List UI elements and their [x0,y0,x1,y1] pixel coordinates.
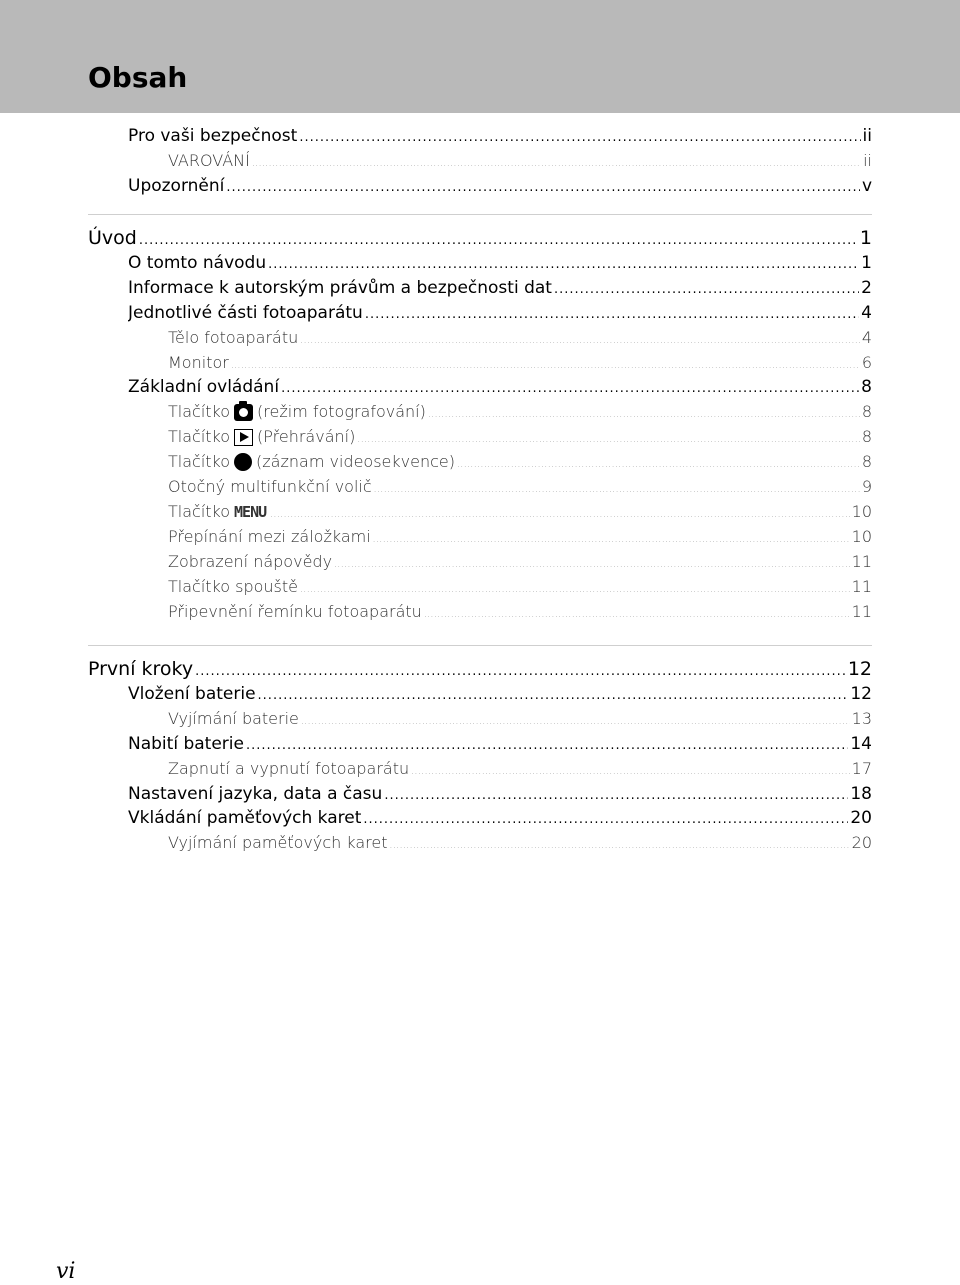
toc-entry-label: Jednotlivé části fotoaparátu [128,302,363,323]
toc-entry[interactable] [128,732,872,758]
toc-entry-page: 10 [851,501,872,521]
toc-entry-page: 14 [850,733,872,754]
toc-entry-label: Vkládání paměťových karet [128,808,362,829]
dot-leader [300,578,850,602]
toc-entry-label: VAROVÁNÍ [168,150,250,170]
dot-leader [281,377,859,401]
toc-entry-page: 17 [851,758,872,778]
toc-entry-page: 10 [851,526,872,546]
dot-leader [139,229,858,253]
dot-leader [428,403,860,427]
toc-entry[interactable] [128,782,872,808]
toc-entry-label-text: (záznam videosekvence) [256,452,455,472]
dot-leader [457,453,860,477]
dot-leader [299,126,860,150]
toc-entry[interactable] [168,475,872,502]
toc-entry-page: 8 [861,452,872,472]
toc-entry[interactable] [168,450,872,477]
dot-leader [246,734,848,758]
toc-entry-label-text: Tlačítko [168,427,231,447]
toc-entry[interactable] [128,276,872,302]
section-divider [88,214,872,215]
toc-entry-label: Úvod [88,227,137,249]
dot-leader [389,834,849,858]
menu-icon: MENU [234,502,267,521]
toc-entry-page: 13 [851,708,872,728]
toc-entry[interactable] [168,707,872,734]
toc-entry-label: Připevnění řemínku fotoaparátu [168,601,422,621]
dot-leader [231,354,860,378]
toc-entry-label: Vyjímání paměťových karet [168,833,388,853]
toc-entry-page: 11 [851,551,872,571]
toc-entry-label [168,450,455,474]
toc-entry-label-text: Tlačítko [168,501,231,521]
toc-entry[interactable] [128,124,872,150]
toc-entry[interactable] [168,149,872,176]
toc-entry-label: Otočný multifunkční volič [168,477,372,496]
toc-entry-page: 2 [861,277,872,298]
toc-entry[interactable] [88,657,872,684]
toc-entry-label: O tomto návodu [128,252,267,273]
toc-entry-label: Upozornění [128,175,225,196]
toc-entry-label-text: (Přehrávání) [257,427,356,447]
toc-entry-label: Vložení baterie [128,683,256,704]
dot-leader [424,603,850,627]
toc-entry-page: 1 [859,227,872,249]
toc-entry-label-text: Tlačítko [168,452,231,472]
toc-entry-label: Zobrazení nápovědy [168,551,333,571]
toc-entry-page: 11 [851,576,872,596]
toc-entry[interactable] [168,525,872,552]
toc-entry[interactable] [168,575,872,602]
toc-entry[interactable] [168,757,872,784]
toc-entry-page: ii [863,150,872,170]
dot-leader [334,553,850,577]
toc-entry-page: 12 [847,658,872,680]
toc-entry-page: 6 [861,352,872,372]
toc-entry-page: ii [862,126,872,146]
toc-entry[interactable] [168,400,872,427]
toc-entry-page: 8 [861,402,872,422]
toc-entry[interactable] [88,226,872,253]
toc-entry-label: Nabití baterie [128,733,244,754]
dot-leader [258,684,849,708]
dot-leader [268,253,859,277]
toc-entry-page: 8 [861,427,872,447]
toc-entry-label: Tlačítko spouště [168,576,298,596]
toc-entry-label-text: (režim fotografování) [257,402,426,422]
toc-entry[interactable] [128,251,872,277]
toc-entry-page: 11 [851,601,872,621]
toc-entry[interactable] [128,301,872,327]
toc-entry-label: První kroky [88,658,194,680]
toc-entry-page: 18 [850,783,872,804]
toc-entry-label: Informace k autorským právům a bezpečnosti dat [128,277,552,298]
record-icon [234,453,252,471]
dot-leader [195,660,846,684]
play-icon [234,429,253,446]
toc-entry[interactable] [128,806,872,832]
toc-entry[interactable] [168,351,872,378]
toc-entry[interactable] [128,682,872,708]
dot-leader [363,808,848,832]
toc-entry-label: Nastavení jazyka, data a času [128,783,383,804]
dot-leader [411,760,850,784]
toc-entry-label: Přepínání mezi záložkami [168,526,371,546]
toc-entry-page: v [861,175,872,196]
toc-entry-label: Zapnutí a vypnutí fotoaparátu [168,758,410,778]
dot-leader [226,176,860,200]
toc-entry-label [168,500,268,524]
toc-entry[interactable] [168,425,872,452]
dot-leader [365,303,859,327]
dot-leader [357,428,859,452]
page-title: Obsah [88,61,188,94]
toc-entry-label: Pro vaši bezpečnost [128,126,298,146]
section-divider [88,645,872,646]
dot-leader [252,152,861,176]
dot-leader [554,278,859,302]
toc-entry-label [168,400,426,424]
toc-entry-page: 20 [850,808,872,829]
toc-entry-page: 4 [861,302,872,323]
toc-entry-label [168,425,355,449]
camera-icon [234,404,253,421]
toc-entry-page: 4 [861,327,872,347]
toc-entry-page: 8 [861,377,872,398]
toc-entry[interactable] [128,174,872,200]
dot-leader [384,784,848,808]
toc-entry-page: 1 [861,252,872,273]
toc-entry[interactable] [168,600,872,627]
toc-entry[interactable] [168,831,872,858]
toc-entry-label: Tělo fotoaparátu [168,327,299,347]
toc-entry[interactable] [128,375,872,401]
dot-leader [301,710,850,734]
toc-entry[interactable] [168,500,872,527]
dot-leader [373,528,850,552]
toc-entry[interactable] [168,550,872,577]
page-number: vi [56,1259,76,1284]
dot-leader [374,478,860,502]
toc-entry[interactable] [168,326,872,353]
toc-entry-page: 12 [850,683,872,704]
toc-entry-label: Základní ovládání [128,377,280,398]
toc-entry-page: 20 [851,833,872,853]
dot-leader [270,503,849,527]
toc-entry-label: Monitor [168,352,229,372]
dot-leader [300,329,860,353]
toc-entry-page: 9 [861,477,872,496]
toc-entry-label: Vyjímání baterie [168,708,299,728]
toc-entry-label-text: Tlačítko [168,402,231,422]
